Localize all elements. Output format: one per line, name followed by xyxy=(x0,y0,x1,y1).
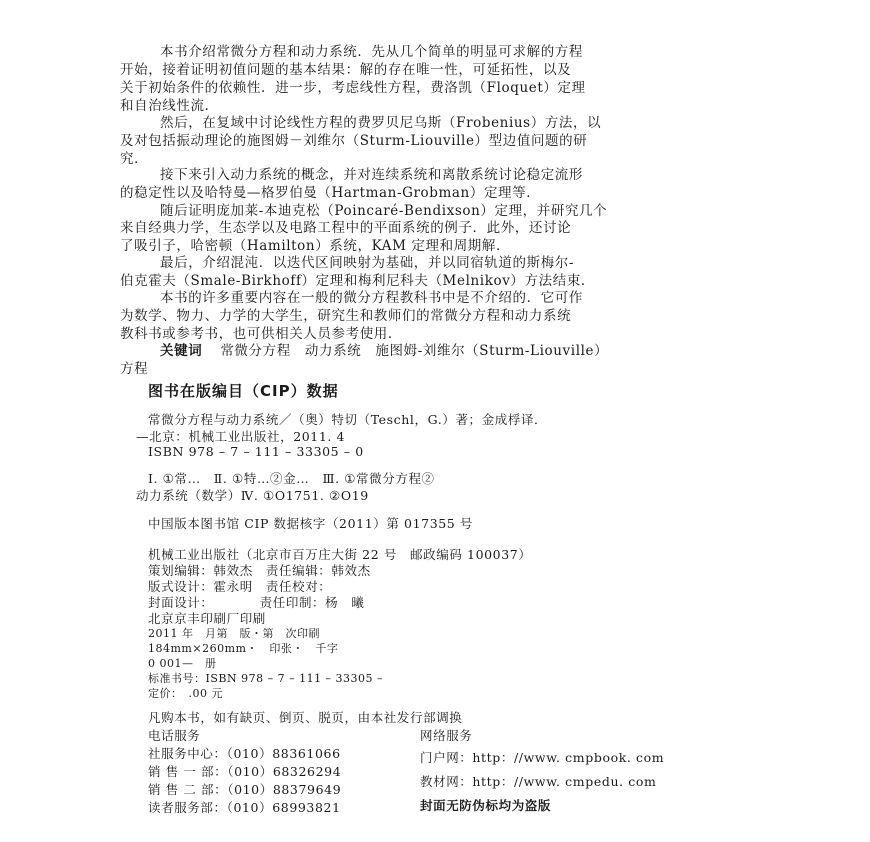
phone-line-3: 销 售 二 部：（010）88379649 xyxy=(148,782,342,797)
keywords-text: 常微分方程 动力系统 施图姆-刘维尔（Sturm-Liouville） xyxy=(220,343,609,359)
phone-line-2: 销 售 一 部：（010）68326294 xyxy=(148,764,342,779)
cip-line-2: —北京：机械工业出版社，2011. 4 xyxy=(136,429,346,444)
keywords-line xyxy=(160,343,608,359)
cip-line-4: Ⅰ. ①常… Ⅱ. ①特…②金… Ⅲ. ①常微分方程② xyxy=(148,471,435,486)
publisher-line-8: 0 001— 册 xyxy=(148,657,217,670)
publisher-line-4: 封面设计： 责任印制：杨 曦 xyxy=(148,595,365,610)
abstract-line-1: 本书介绍常微分方程和动力系统．先从几个简单的明显可求解的方程 xyxy=(160,44,583,60)
publisher-line-2: 策划编辑：韩效杰 责任编辑：韩效杰 xyxy=(148,563,371,578)
cip-line-1: 常微分方程与动力系统／（奥）特切（Teschl，G.）著；金成桴译． xyxy=(148,412,548,427)
network-service-header: 网络服务 xyxy=(420,728,473,743)
abstract-line-16: 为数学、物力、力学的大学生，研究生和教师们的常微分方程和动力系统 xyxy=(120,308,572,324)
publisher-line-3: 版式设计：霍永明 责任校对： xyxy=(148,579,332,594)
abstract-line-8: 接下来引入动力系统的概念，并对连续系统和离散系统讨论稳定流形 xyxy=(160,167,583,183)
abstract-line-3: 关于初始条件的依赖性．进一步，考虑线性方程，费洛凯（Floquet）定理 xyxy=(120,80,586,96)
abstract-line-4: 和自治线性流． xyxy=(120,98,219,114)
web-portal: 门户网：http：//www. cmpbook. com xyxy=(420,750,665,765)
cip-title: 图书在版编目（CIP）数据 xyxy=(148,382,339,400)
phone-line-4: 读者服务部：（010）68993821 xyxy=(148,800,341,815)
abstract-line-13: 最后，介绍混沌．以迭代区间映射为基础，并以同宿轨道的斯梅尔- xyxy=(160,255,575,271)
publisher-line-9: 标准书号：ISBN 978 – 7 – 111 – 33305 – xyxy=(148,672,384,685)
web-textbook: 教材网：http：//www. cmpedu. com xyxy=(420,774,657,789)
abstract-line-10: 随后证明庞加莱-本迪克松（Poincaré-Bendixson）定理，并研究几个 xyxy=(160,203,608,219)
anti-counterfeit: 封面无防伪标均为盗版 xyxy=(420,798,552,813)
abstract-line-15: 本书的许多重要内容在一般的微分方程教科书中是不介绍的．它可作 xyxy=(160,290,583,306)
publisher-line-6: 2011 年 月第 版・第 次印刷 xyxy=(148,627,320,640)
abstract-line-9: 的稳定性以及哈特曼—格罗伯曼（Hartman-Grobman）定理等． xyxy=(120,185,541,201)
publisher-line-10: 定价： .00 元 xyxy=(148,687,223,700)
publisher-line-1: 机械工业出版社（北京市百万庄大街 22 号 邮政编码 100037） xyxy=(148,547,532,562)
cip-line-3: ISBN 978 – 7 – 111 – 33305 – 0 xyxy=(148,444,364,459)
publisher-line-5: 北京京丰印刷厂印刷 xyxy=(148,611,266,626)
phone-service-header: 电话服务 xyxy=(148,728,201,743)
abstract-line-17: 教科书或参考书，也可供相关人员参考使用． xyxy=(120,326,402,342)
abstract-line-7: 究． xyxy=(120,151,149,167)
abstract-line-6: 及对包括振动理论的施图姆－刘维尔（Sturm-Liouville）型边值问题的研 xyxy=(120,133,588,149)
phone-line-1: 社服务中心：（010）88361066 xyxy=(148,746,341,761)
abstract-line-12: 了吸引子，哈密顿（Hamilton）系统，KAM 定理和周期解． xyxy=(120,238,511,254)
cip-line-6: 中国版本图书馆 CIP 数据核字（2011）第 017355 号 xyxy=(148,516,474,531)
replacement-notice: 凡购本书，如有缺页、倒页、脱页，由本社发行部调换 xyxy=(148,710,463,725)
abstract-line-11: 来自经典力学，生态学以及电路工程中的平面系统的例子．此外，还讨论 xyxy=(120,220,572,236)
keywords-label: 关键词 xyxy=(160,343,203,359)
cip-line-5: 动力系统（数学）Ⅳ. ①O1751. ②O19 xyxy=(136,488,369,503)
abstract-line-2: 开始，接着证明初值问题的基本结果：解的存在唯一性，可延拓性，以及 xyxy=(120,62,572,78)
keywords-line-2: 方程 xyxy=(120,361,149,377)
abstract-line-5: 然后，在复域中讨论线性方程的费罗贝尼乌斯（Frobenius）方法，以 xyxy=(160,115,602,131)
abstract-line-14: 伯克霍夫（Smale-Birkhoff）定理和梅利尼科夫（Melnikov）方法结束． xyxy=(120,273,596,289)
publisher-line-7: 184mm×260mm・ 印张・ 千字 xyxy=(148,642,339,655)
